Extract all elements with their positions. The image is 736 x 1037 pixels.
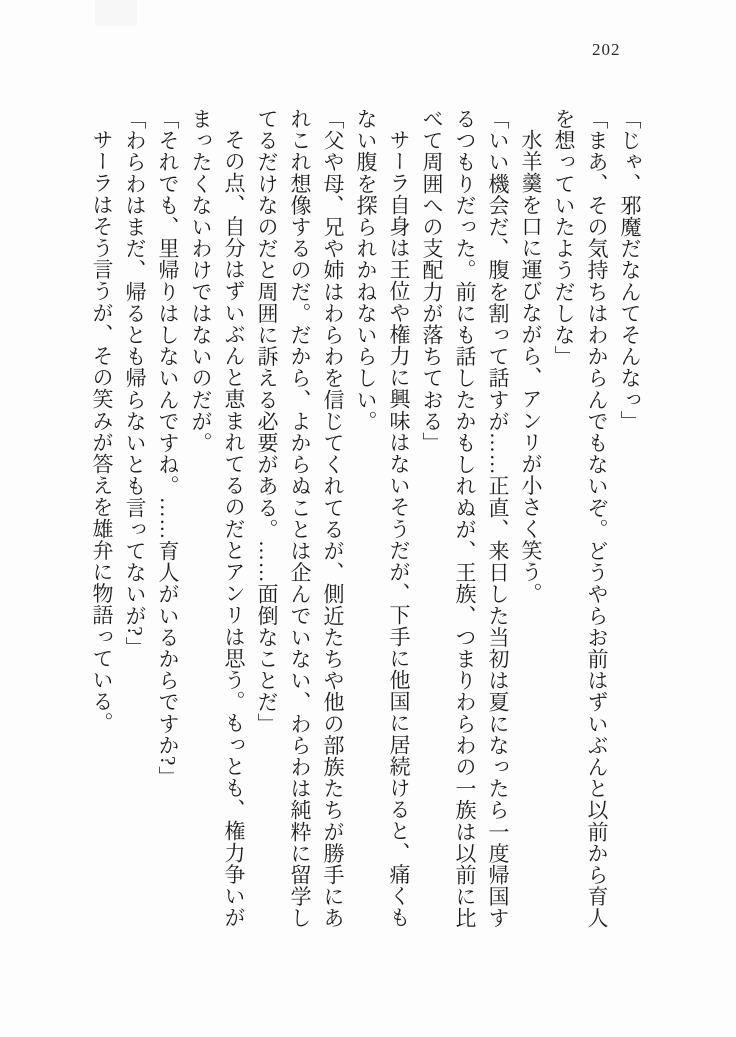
- text-column: を想っていたようだしな」: [552, 108, 576, 368]
- text-column: るつもりだった。前にも話したかもしれぬが、王族、つまりわらわの一族は以前に比: [453, 108, 477, 929]
- text-column: 「父や母、兄や姉はわらわを信じてくれてるが、側近たちや他の部族たちが勝手にあ: [321, 108, 345, 929]
- page-number: 202: [592, 40, 621, 59]
- text-column: その点、自分はずいぶんと恵まれてるのだとアンリは思う。もっとも、権力争いが: [222, 129, 246, 929]
- text-column: 「わらわはまだ、帰るとも帰らないとも言ってないが?」: [123, 108, 147, 658]
- text-column: 「まあ、その気持ちはわからんでもないぞ。どうやらお前はずいぶんと以前から育人: [585, 108, 609, 929]
- text-column: まったくないわけではないのだが。: [189, 108, 213, 454]
- text-column: サーラはそう言うが、その笑みが答えを雄弁に物語っている。: [90, 129, 114, 734]
- text-column: サーラ自身は王位や権力に興味はないそうだが、下手に他国に居続けると、痛くも: [387, 129, 411, 929]
- text-column: 水羊羹を口に運びながら、アンリが小さく笑う。: [519, 129, 543, 605]
- text-column: れこれ想像するのだ。だから、よからぬことは企んでいない、わらわは純粋に留学し: [288, 108, 312, 929]
- text-column: ない腹を探られかねないらしい。: [354, 108, 378, 432]
- text-column: 「それでも、里帰りはしないんですね。……育人がいるからですか?」: [156, 108, 180, 788]
- text-column: べて周囲への支配力が落ちておる」: [420, 108, 444, 454]
- text-column: 「いい機会だ、腹を割って話すが……正直、来日した当初は夏になったら一度帰国す: [486, 108, 510, 929]
- scan-artifact: [95, 0, 137, 26]
- text-column: 「じゃ、邪魔だなんてそんなっ」: [618, 108, 642, 432]
- text-block: [85, 108, 646, 944]
- text-column: てるだけなのだと周囲に訴える必要がある。……面倒なことだ」: [255, 108, 279, 735]
